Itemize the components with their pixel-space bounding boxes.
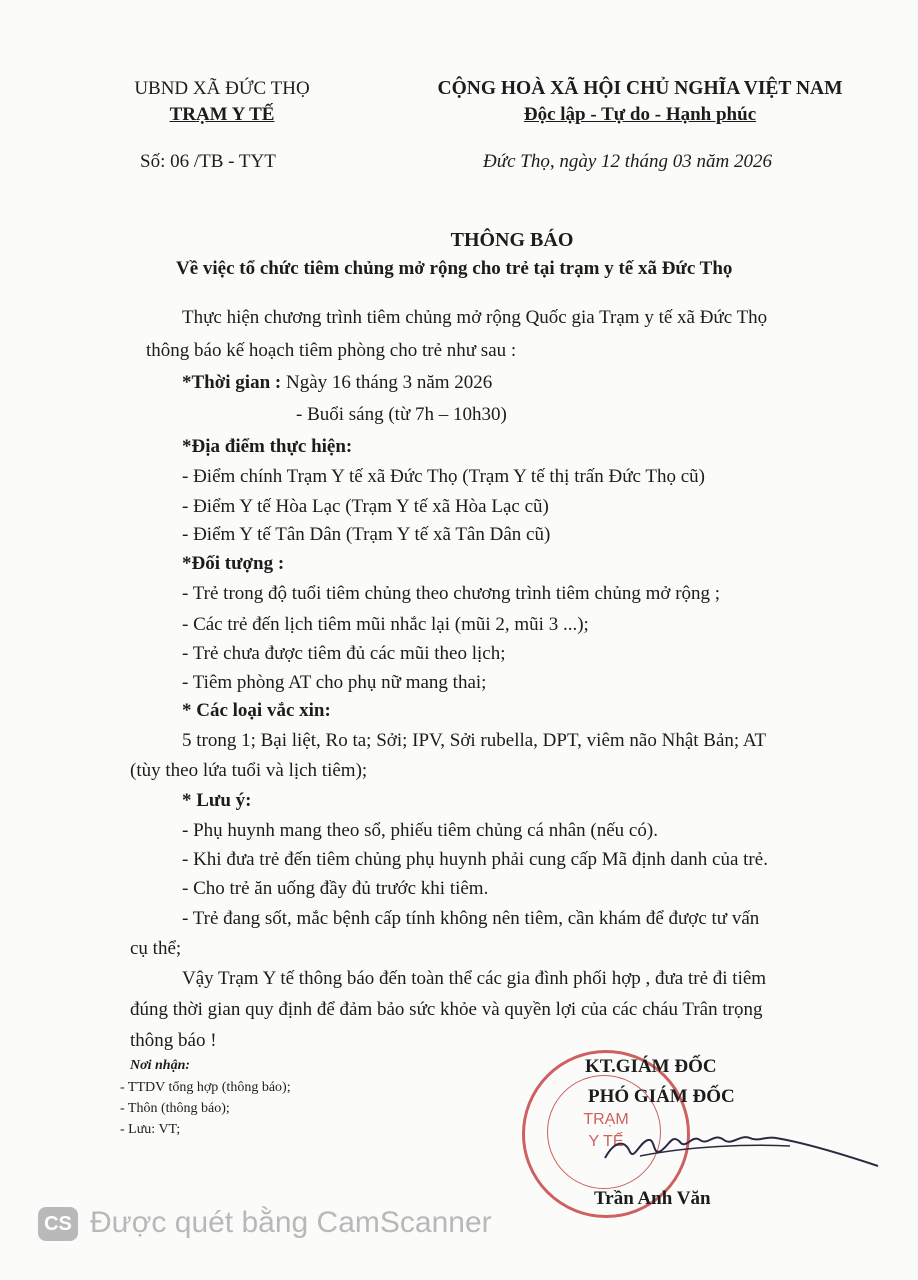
recipient-item: - Thôn (thông báo); [120, 1101, 230, 1116]
target-item: - Trẻ trong độ tuổi tiêm chủng theo chương trình tiêm chủng mở rộng ; [182, 583, 721, 604]
time-row [182, 372, 492, 394]
note-item: - Phụ huynh mang theo sổ, phiếu tiêm chủng cá nhân (nếu có). [182, 820, 658, 841]
notes-heading: * Lưu ý: [182, 790, 252, 811]
time-value: Ngày 16 tháng 3 năm 2026 [281, 372, 493, 393]
closing-line-3: thông báo ! [130, 1030, 217, 1051]
note-item: - Khi đưa trẻ đến tiêm chủng phụ huynh phải cung cấp Mã định danh của trẻ. [182, 849, 768, 870]
vaccines-line-2: (tùy theo lứa tuổi và lịch tiêm); [130, 760, 368, 781]
document-subtitle: Về việc tổ chức tiêm chủng mở rộng cho trẻ tại trạm y tế xã Đức Thọ [176, 258, 733, 279]
recipient-item: - TTDV tổng hợp (thông báo); [120, 1080, 291, 1095]
time-session: - Buổi sáng (từ 7h – 10h30) [296, 404, 507, 425]
signature-title-2: PHÓ GIÁM ĐỐC [588, 1086, 735, 1107]
location-heading: *Địa điểm thực hiện: [182, 436, 353, 457]
agency-name: UBND XÃ ĐỨC THỌ [134, 78, 310, 99]
location-item: - Điểm Y tế Tân Dân (Trạm Y tế xã Tân Dân cũ) [182, 524, 551, 545]
camscanner-watermark: Được quét bằng CamScanner [90, 1206, 492, 1239]
intro-line-2: thông báo kế hoạch tiêm phòng cho trẻ như sau : [146, 340, 517, 361]
target-item: - Tiêm phòng AT cho phụ nữ mang thai; [182, 672, 487, 693]
closing-line-1: Vậy Trạm Y tế thông báo đến toàn thể các gia đình phối hợp , đưa trẻ đi tiêm [182, 968, 767, 989]
vaccines-heading: * Các loại vắc xin: [182, 700, 331, 721]
handwritten-signature [600, 1120, 885, 1180]
intro-line-1: Thực hiện chương trình tiêm chủng mở rộng Quốc gia Trạm y tế xã Đức Thọ [182, 307, 768, 328]
vaccines-line-1: 5 trong 1; Bại liệt, Ro ta; Sởi; IPV, Sởi rubella, DPT, viêm não Nhật Bản; AT [182, 730, 767, 751]
camscanner-logo-icon: CS [38, 1207, 78, 1241]
signature-title-1: KT.GIÁM ĐỐC [585, 1056, 717, 1077]
stamp-text-line-1: TRẠM [583, 1111, 629, 1128]
recipients-heading: Nơi nhận: [130, 1058, 191, 1073]
document-title: THÔNG BÁO [450, 229, 574, 251]
closing-line-2: đúng thời gian quy định để đảm bảo sức khỏe và quyền lợi của các cháu Trân trọng [130, 999, 763, 1020]
stamp-text-line-2: Y TẾ [588, 1133, 624, 1150]
note-item-continued: cụ thể; [130, 938, 182, 959]
location-item: - Điểm Y tế Hòa Lạc (Trạm Y tế xã Hòa Lạc cũ) [182, 496, 549, 517]
targets-heading: *Đối tượng : [182, 553, 285, 574]
signer-name: Trần Anh Văn [594, 1188, 711, 1209]
note-item: - Cho trẻ ăn uống đầy đủ trước khi tiêm. [182, 878, 489, 899]
place-and-date: Đức Thọ, ngày 12 tháng 03 năm 2026 [483, 151, 773, 172]
location-item: - Điểm chính Trạm Y tế xã Đức Thọ (Trạm Y tế thị trấn Đức Thọ cũ) [182, 466, 705, 487]
target-item: - Các trẻ đến lịch tiêm mũi nhắc lại (mũi 2, mũi 3 ...); [182, 614, 589, 635]
target-item: - Trẻ chưa được tiêm đủ các mũi theo lịch; [182, 643, 506, 664]
national-motto: Độc lập - Tự do - Hạnh phúc [523, 104, 757, 125]
time-label: *Thời gian : [182, 372, 282, 393]
nation-title: CỘNG HOÀ XÃ HỘI CHỦ NGHĨA VIỆT NAM [437, 78, 843, 99]
note-item: - Trẻ đang sốt, mắc bệnh cấp tính không nên tiêm, cần khám để được tư vấn [182, 908, 760, 929]
document-number: Số: 06 /TB - TYT [140, 151, 276, 172]
agency-unit: TRẠM Y TẾ [169, 104, 275, 125]
recipient-item: - Lưu: VT; [120, 1122, 181, 1137]
